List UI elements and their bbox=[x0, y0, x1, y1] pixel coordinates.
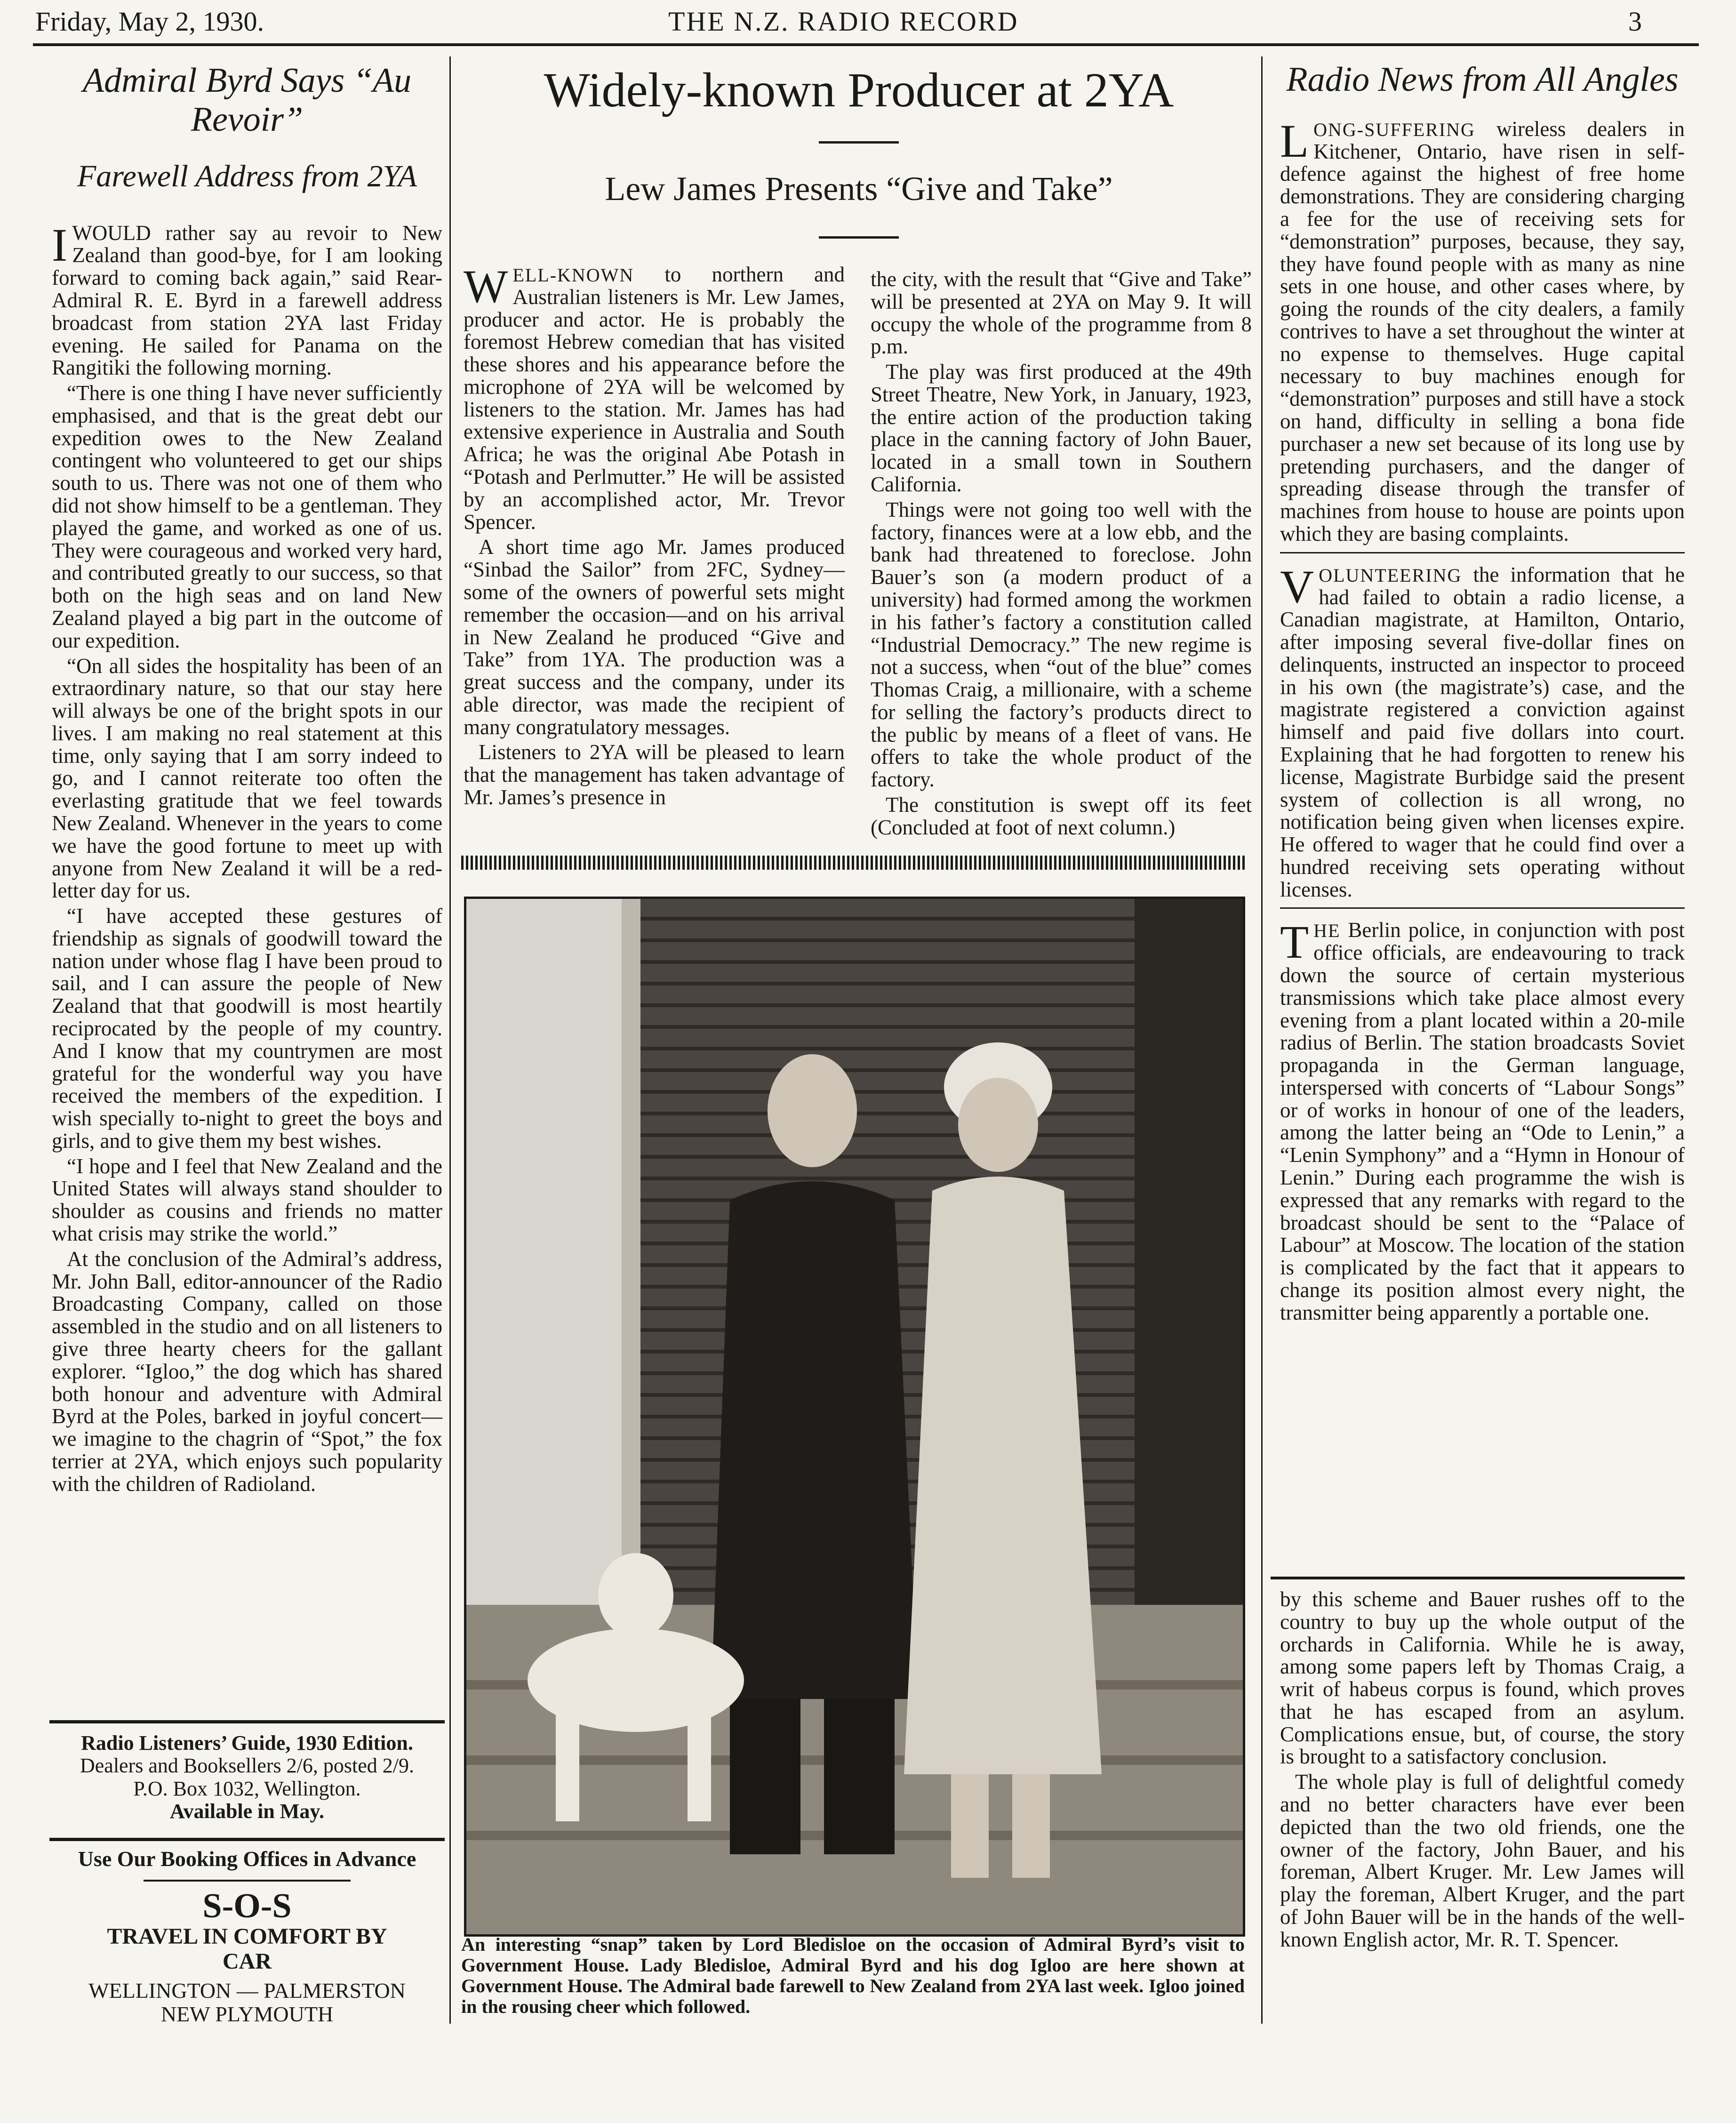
lew-james-column-2 bbox=[871, 268, 1252, 842]
lew-james-paragraph: A short time ago Mr. James produced “Sinbad the Sailor” from 2FC, Sydney—some of the owners of powerful sets might remember the occasion—and on his arrival in New Zealand he produced “Give and Take” from 1YA. The production was a great success and the company, under its able director, was made the recipient of many congratulatory messages. bbox=[464, 535, 845, 739]
travel-ad-tagline: Use Our Booking Offices in Advance bbox=[78, 1847, 416, 1871]
byrd-paragraph: “There is one thing I have never sufficiently emphasised, and that is the great debt our expedition owes to the New Zealand contingent who volunteered to get our ships south to us. There was not one of them who did not show himself to be a gentleman. They played the game, and worked as one of us. They were courageous and worked very hard, and contributed greatly to our success, so that both on the high seas and on land New Zealand played a big part in the outcome of our expedition. bbox=[52, 381, 442, 652]
header-rule bbox=[33, 43, 1699, 46]
byrd-lead: WOULD rather say au revoir to New Zealand than good-bye, for I am looking forward to coming back again,” said Rear-Admiral R. E. Byrd in a farewell address broadcast from station 2YA last Friday evening. He sailed for Panama on the Rangitiki the following morning. bbox=[52, 221, 442, 380]
radio-news-item: Berlin police, in conjunction with post office officials, are endeavouring to track down the source of certain mysterious transmissions which take place almost every evening from a plant located within a 20-mile radius of Berlin. The station broadcasts Soviet propaganda in the German language, interspersed with concerts of “Labour Songs” or of works in honour of one of the leaders, among the latter being an “Ode to Lenin,” a “Lenin Symphony” and a “Hymn in Honour of Lenin.” During each programme the wish is expressed that any remarks with regard to the broadcast should be sent to the “Palace of Labour” at Moscow. The location of the station is complicated by the fact that it appears to change its position almost every night, the transmitter being apparently a portable one. bbox=[1280, 918, 1685, 1324]
radio-news-column bbox=[1280, 60, 1685, 1327]
guide-ad bbox=[49, 1732, 445, 1823]
lew-james-paragraph: The constitution is swept off its feet (Concluded at foot of next column.) bbox=[871, 793, 1252, 839]
guide-ad-title: Radio Listeners’ Guide, 1930 Edition. bbox=[81, 1731, 413, 1754]
masthead: THE N.Z. RADIO RECORD bbox=[668, 6, 1019, 37]
column-divider-right bbox=[1261, 56, 1263, 2024]
radio-news-dropcap: T bbox=[1280, 916, 1309, 969]
guide-ad-price: Dealers and Booksellers 2/6, posted 2/9. bbox=[80, 1754, 414, 1778]
byrd-body bbox=[52, 218, 442, 1496]
lew-james-column-1 bbox=[464, 260, 845, 812]
lew-james-lead: to northern and Australian listeners is Mr. Lew James, producer and actor. He is probably the foremost Hebrew comedian that has visited these shores and his appearance before the microphone of 2YA will be welcomed by listeners to the station. Mr. James has had extensive experience in Australia and South Africa; he was the original Abe Potash in “Potash and Perlmutter.” He will be assisted by an accomplished actor, Mr. Trevor Spencer. bbox=[464, 263, 845, 534]
item-divider bbox=[1280, 552, 1685, 553]
byrd-paragraph: “On all sides the hospitality has been of an extraordinary nature, so that our stay here will always be one of the bright spots in our lives. I am making no real statement at this time, only saying that I am sorry indeed to go, and I cannot reiterate too often the everlasting gratitude that we feel towards New Zealand. Whenever in the years to come we have the good fortune to meet up with anyone from New Zealand it will be a red-letter day for us. bbox=[52, 654, 442, 903]
guide-ad-availability: Available in May. bbox=[170, 1800, 324, 1823]
headline-rule bbox=[819, 141, 899, 144]
lew-james-paragraph: Things were not going too well with the factory, finances were at a low ebb, and the bank had threatened to foreclose. John Bauer’s son (a modern product of a university) had formed among the workmen in his father’s factory a constitution called “Industrial Democracy.” The new regime is not a success, when “out of the blue” comes Thomas Craig, a millionaire, with a scheme for selling the factory’s products direct to the public by means of a fleet of vans. He offers to take the whole product of the factory. bbox=[871, 497, 1252, 792]
radio-news-item: wireless dealers in Kitchener, Ontario, have risen in self-defence against the highest of free home demonstrations. They are considering charging a fee for the use of receiving sets for “demonstration” purposes, because, they say, they have found people with as many as nine sets in one house, and other cases where, by going the rounds of the city dealers, a family contrives to have a set throughout the winter at no expense to themselves. Huge capital necessary to buy machines enough for “demonstration” purposes and still have a stock on hand, difficulty in selling a bona fide purchaser a new set because of its long use by pretending purchasers, and the danger of spreading disease through the transfer of machines from house to house are points upon which they are basing complaints. bbox=[1280, 117, 1685, 545]
column-divider-left bbox=[449, 56, 451, 2024]
guide-ad-top-rule bbox=[49, 1720, 445, 1723]
travel-ad bbox=[49, 1847, 445, 2027]
continuation-paragraph: by this scheme and Bauer rushes off to the country to buy up the whole output of the orchards in California. While he is away, among some papers left by Thomas Craig, a writ of habeus corpus is found, which proves that he has escaped from an asylum. Complications ensue, but, of course, the story is brought to a satisfactory conclusion. bbox=[1280, 1587, 1685, 1769]
guide-ad-address: P.O. Box 1032, Wellington. bbox=[133, 1777, 361, 1800]
byrd-subheadline: Farewell Address from 2YA bbox=[77, 159, 417, 193]
byrd-headline: Admiral Byrd Says “Au Revoir” bbox=[82, 61, 412, 139]
continuation-rule bbox=[1271, 1577, 1685, 1579]
radio-news-dropcap: L bbox=[1280, 114, 1309, 167]
radio-news-body bbox=[1280, 114, 1685, 1324]
byrd-paragraph: At the conclusion of the Admiral’s address, Mr. John Ball, editor-announcer of the Radio Broadcasting Company, called on those assembled in the studio and on all listeners to give three hearty cheers for the gallant explorer. “Igloo,” the dog which has shared both honour and adventure with Admiral Byrd at the Poles, barked in joyful concert—we imagine to the chagrin of “Spot,” the fox terrier at 2YA, which enjoys such popularity with the children of Radioland. bbox=[52, 1247, 442, 1496]
lew-james-dropcap: W bbox=[464, 260, 508, 312]
item-divider bbox=[1280, 907, 1685, 909]
lew-james-lead-2: the city, with the result that “Give and Take” will be presented at 2YA on May 9. It will occupy the whole of the programme from 8 p.m. bbox=[871, 267, 1252, 359]
lew-james-subheadline: Lew James Presents “Give and Take” bbox=[605, 170, 1113, 208]
travel-ad-brand: S-O-S bbox=[202, 1886, 292, 1925]
byrd-dropcap: I bbox=[52, 218, 68, 271]
travel-ad-line: CAR bbox=[223, 1949, 272, 1974]
radio-news-headline: Radio News from All Angles bbox=[1286, 60, 1679, 99]
issue-date: Friday, May 2, 1930. bbox=[35, 6, 264, 37]
radio-news-caps: HE bbox=[1313, 920, 1341, 942]
travel-ad-divider bbox=[144, 1880, 351, 1882]
subheadline-rule bbox=[819, 236, 899, 239]
byrd-paragraph: “I have accepted these gestures of friendship as signals of goodwill toward the nation under whose flag I have been proud to sail, and I can assure the people of New Zealand that that goodwill is most heartily reciprocated by the people of my country. And I know that my countrymen are most grateful for the wonderful way you have received the members of the expedition. I wish specially to-night to greet the boys and girls, and to give them my best wishes. bbox=[52, 904, 442, 1153]
radio-news-dropcap: V bbox=[1280, 560, 1314, 613]
radio-news-item: the information that he had failed to obtain a radio license, a Canadian magistrate, at Hamilton, Ontario, after imposing several five-dollar fines on delinquents, instructed an inspector to proceed in his own (the magistrate’s) case, and the magistrate registered a conviction against himself and paid five dollars into court. Explaining that he had forgotten to renew his license, Magistrate Burbidge said the present system of collection is all wrong, no notification being given when licenses expire. He offered to wager that he could find over a hundred receiving sets operating without licenses. bbox=[1280, 562, 1685, 901]
continuation-paragraph: The whole play is full of delightful comedy and no better characters have ever been depicted than the two old friends, one the owner of the factory, John Bauer, and his foreman, Albert Kruger. Mr. Lew James will play the foreman, Albert Kruger, and the part of John Bauer will be in the hands of the well-known English actor, Mr. R. T. Spencer. bbox=[1280, 1770, 1685, 1951]
photo-illustration bbox=[466, 899, 1243, 1934]
radio-news-caps: OLUNTEERING bbox=[1319, 564, 1462, 586]
byrd-paragraph: “I hope and I feel that New Zealand and the United States will always stand shoulder to shoulder as cousins and friends no matter what crisis may strike the world.” bbox=[52, 1154, 442, 1246]
guide-ad-bottom-rule bbox=[49, 1838, 445, 1841]
ornamental-rule bbox=[461, 856, 1245, 870]
lew-james-paragraph: Listeners to 2YA will be pleased to learn that the management has taken advantage of Mr. James’s presence in bbox=[464, 740, 845, 809]
continuation-column bbox=[1280, 1588, 1685, 1954]
photo-caption: An interesting “snap” taken by Lord Bledisloe on the occasion of Admiral Byrd’s visit to Government House. Lady Bledisloe, Admiral Byrd and his dog Igloo are here shown at Government House. The Admiral bade farewell to New Zealand from 2YA last week. Igloo joined in the rousing cheer which followed. bbox=[461, 1934, 1245, 2017]
lew-james-headline: Widely-known Producer at 2YA bbox=[544, 63, 1174, 117]
government-house-photo bbox=[464, 897, 1245, 1937]
byrd-article bbox=[52, 61, 442, 1498]
travel-ad-route: WELLINGTON — PALMERSTON bbox=[88, 1978, 406, 2003]
travel-ad-route: NEW PLYMOUTH bbox=[160, 2002, 334, 2027]
lew-james-paragraph: The play was first produced at the 49th Street Theatre, New York, in January, 1923, the entire action of the production taking place in the canning factory of John Bauer, located in a small town in Southern California. bbox=[871, 360, 1252, 497]
page-number: 3 bbox=[1628, 6, 1642, 37]
lew-james-lead-caps: ELL-KNOWN bbox=[512, 264, 634, 286]
radio-news-caps: ONG-SUFFERING bbox=[1313, 119, 1475, 140]
travel-ad-line: TRAVEL IN COMFORT BY bbox=[107, 1924, 387, 1949]
